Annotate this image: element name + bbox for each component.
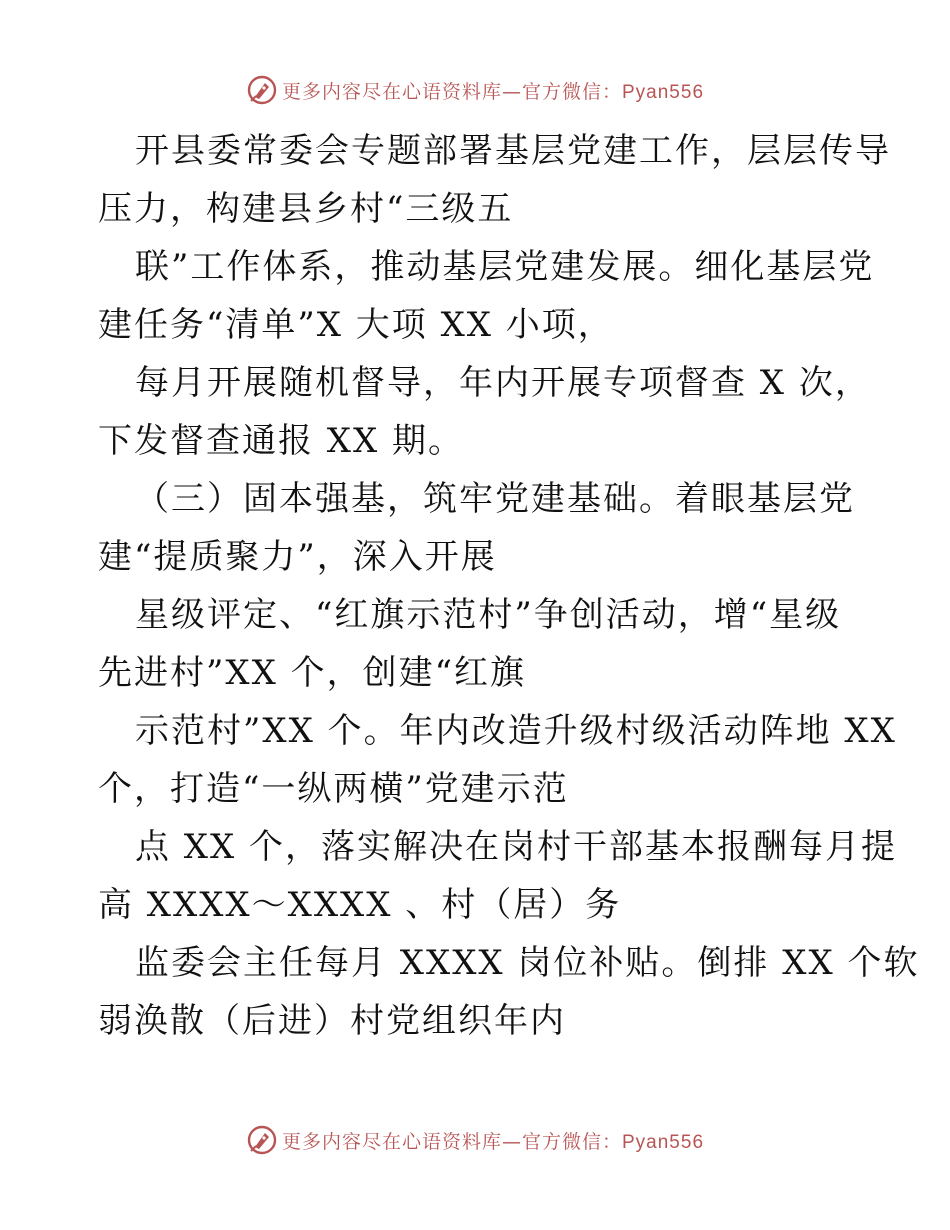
pen-nib-circle-icon [246,1124,278,1156]
watermark-label: 更多内容尽在心语资料库—官方微信： [281,1130,622,1153]
text-line: 示范村”XX 个。年内改造升级村级活动阵地 XX [135,711,897,751]
pen-nib-circle-icon [246,74,278,106]
text-line: 每月开展随机督导，年内开展专项督查 X 次， [135,363,871,403]
text-line: 建任务“清单”X 大项 XX 小项， [98,305,614,345]
watermark-text [282,77,704,104]
text-line: 下发督查通报 XX 期。 [98,421,465,461]
text-line: 压力，构建县乡村“三级五 [98,189,514,229]
footer-watermark [0,1120,950,1160]
watermark-wechat-id: Pyan556 [622,81,705,103]
text-line: 点 XX 个，落实解决在岗村干部基本报酬每月提 [135,827,898,867]
section-heading-line: （三）固本强基，筑牢党建基础。着眼基层党 [135,479,855,519]
text-line: 个，打造“一纵两横”党建示范 [98,769,569,809]
header-watermark [0,70,950,110]
text-line: 先进村”XX 个，创建“红旗 [98,653,526,693]
text-line: 开县委常委会专题部署基层党建工作，层层传导 [135,131,891,171]
text-line: 建“提质聚力”，深入开展 [98,537,497,577]
text-line: 联”工作体系，推动基层党建发展。细化基层党 [135,247,875,287]
text-line: 监委会主任每月 XXXX 岗位补贴。倒排 XX 个软 [135,943,920,983]
text-line: 星级评定、“红旗示范村”争创活动，增“星级 [135,595,842,635]
watermark-text [282,1127,704,1154]
text-line: 弱涣散（后进）村党组织年内 [98,1001,566,1041]
watermark-wechat-id: Pyan556 [622,1131,705,1153]
text-line: 高 XXXX～XXXX 、村（居）务 [98,885,622,925]
watermark-label: 更多内容尽在心语资料库—官方微信： [281,80,622,103]
